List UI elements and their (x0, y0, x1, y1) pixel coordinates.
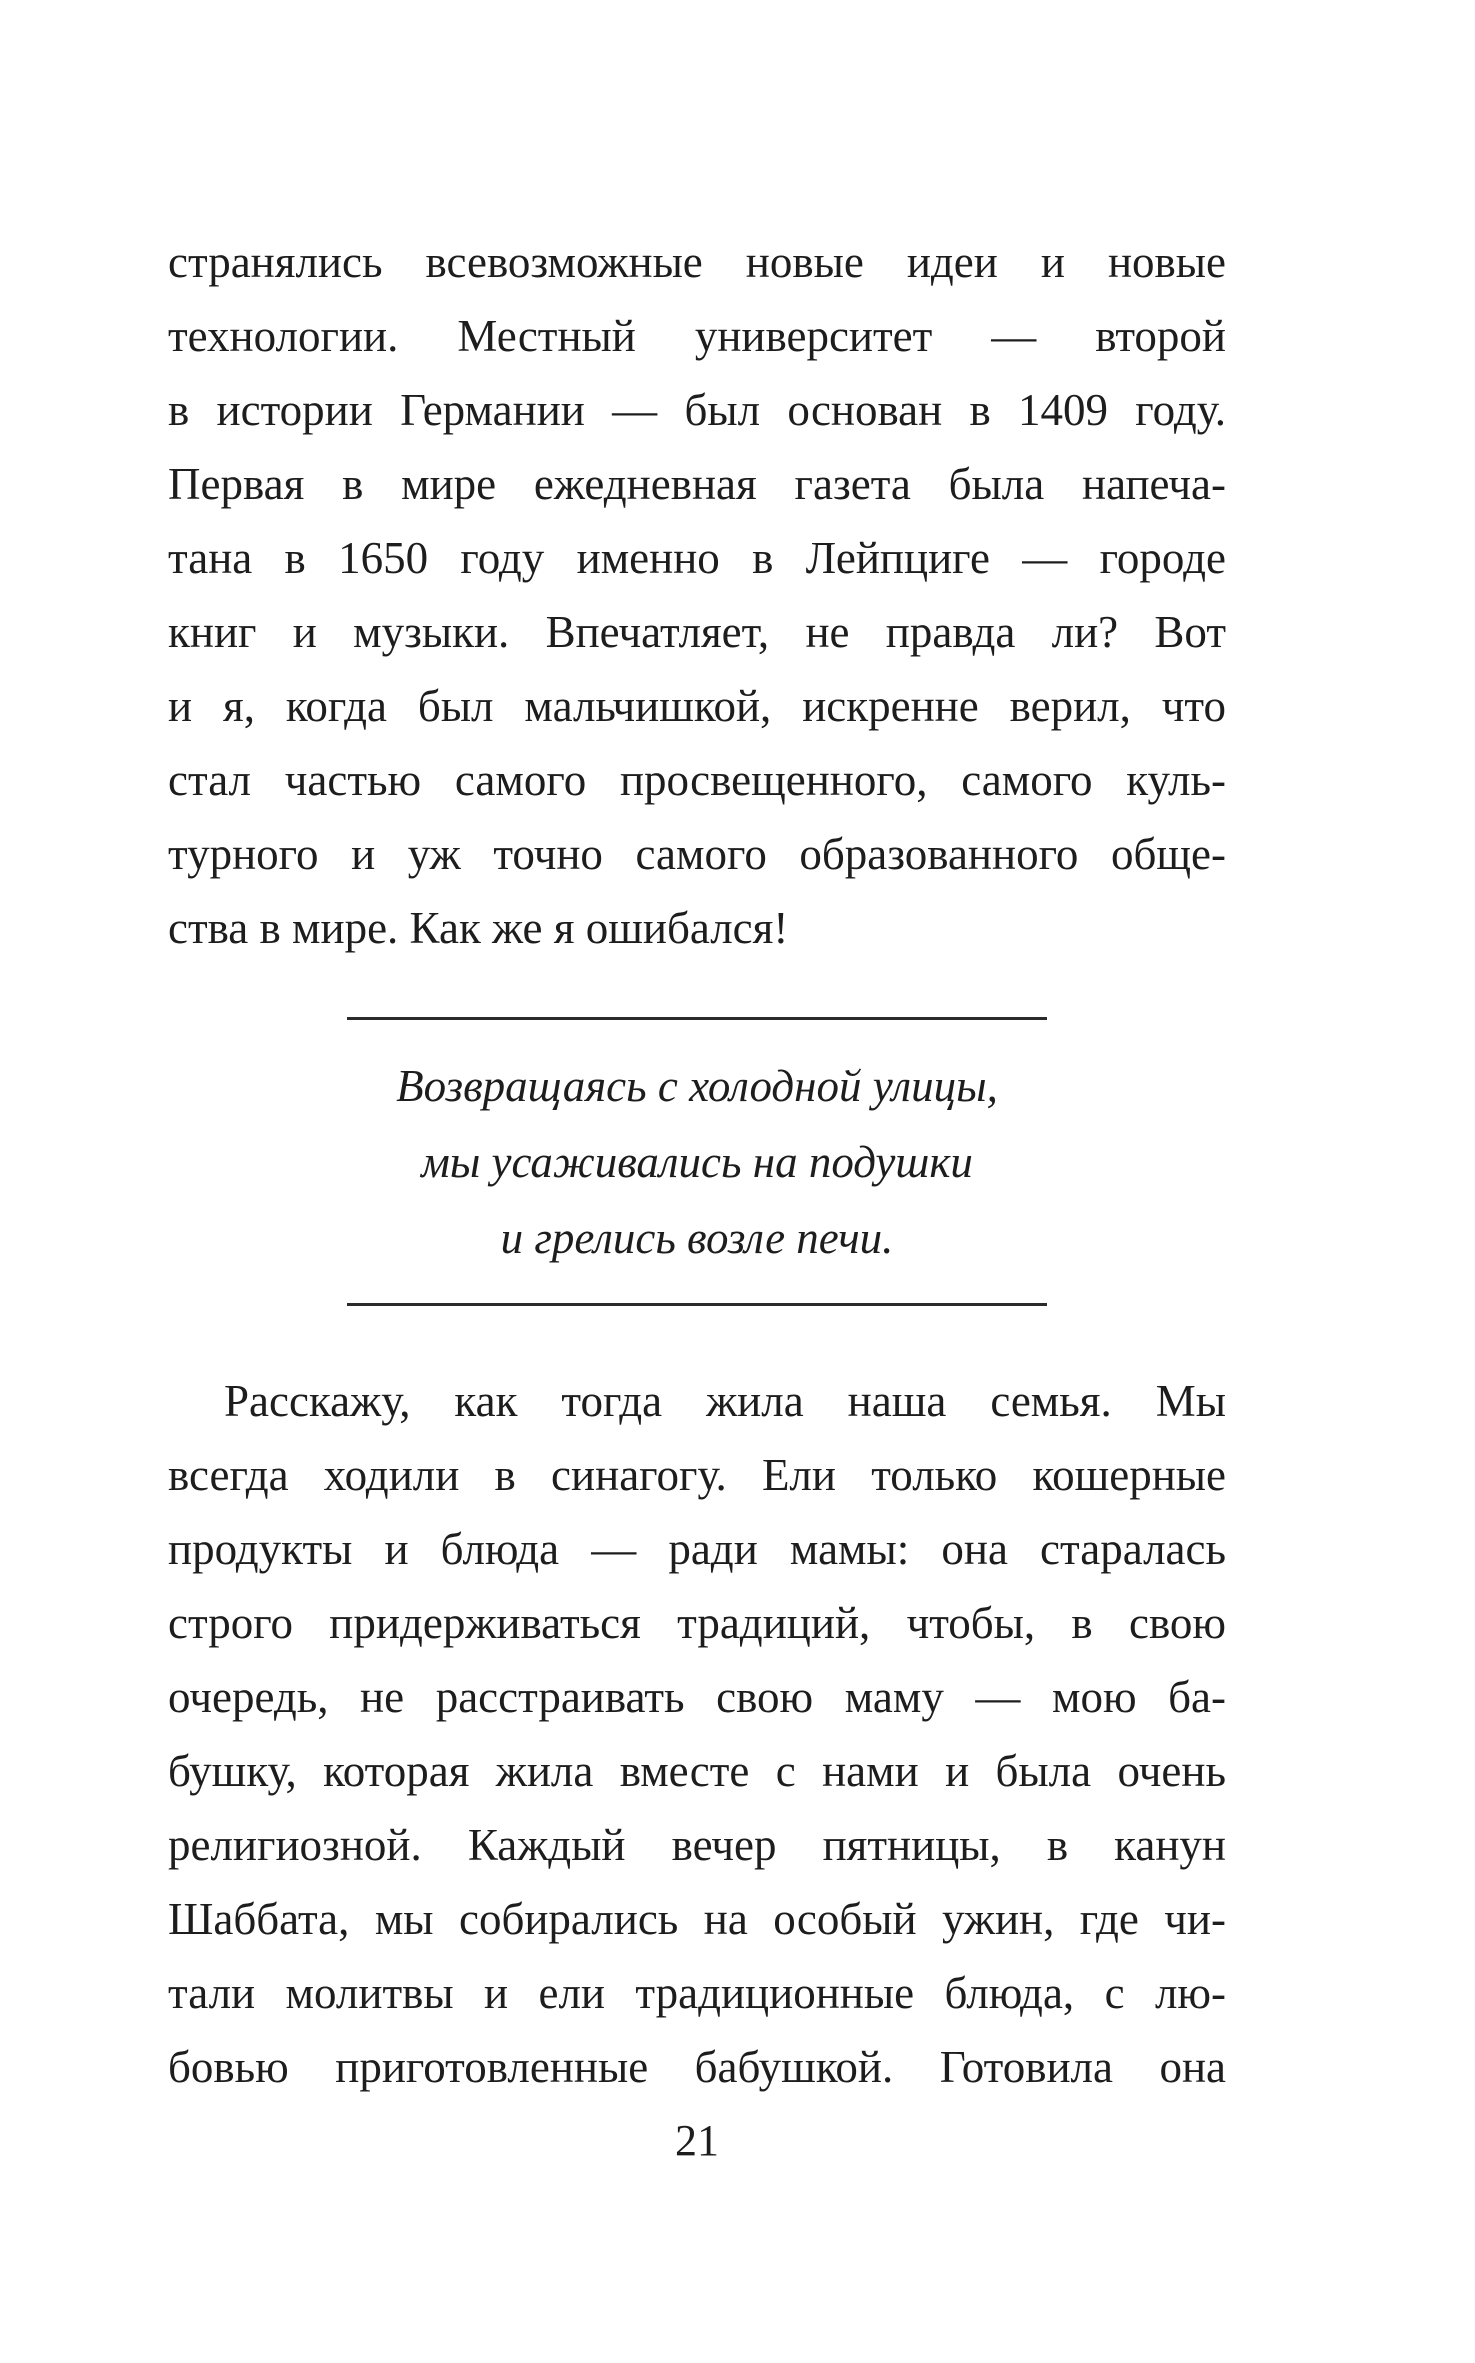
text-line: строго придерживаться традиций, чтобы, в свою (168, 1598, 1226, 1648)
pull-quote-line: Возвращаясь с холодной улицы, (396, 1061, 998, 1111)
pull-quote-divider-bottom (347, 1303, 1047, 1306)
text-line: технологии. Местный университет — второй (168, 311, 1226, 361)
pull-quote-line: мы усаживались на подушки (421, 1137, 973, 1187)
paragraph-1 (168, 225, 1226, 965)
text-line: Расскажу, как тогда жила наша семья. Мы (224, 1376, 1226, 1426)
pull-quote-divider-top (347, 1017, 1047, 1020)
text-line: тана в 1650 году именно в Лейпциге — городе (168, 533, 1226, 583)
text-line: ства в мире. Как же я ошибался! (168, 903, 789, 953)
text-line: в истории Германии — был основан в 1409 году. (168, 385, 1226, 435)
text-line: книг и музыки. Впечатляет, не правда ли? Вот (168, 607, 1226, 657)
text-line: и я, когда был мальчишкой, искренне верил, что (168, 681, 1226, 731)
text-line: очередь, не расстраивать свою маму — мою ба- (168, 1672, 1226, 1722)
text-line: бовью приготовленные бабушкой. Готовила она (168, 2042, 1226, 2092)
text-line: турного и уж точно самого образованного обще- (168, 829, 1226, 879)
pull-quote-line: и грелись возле печи. (500, 1213, 894, 1263)
paragraph-2 (168, 1364, 1226, 2104)
text-line: Первая в мире ежедневная газета была напеча- (168, 459, 1226, 509)
text-line: продукты и блюда — ради мамы: она старалась (168, 1524, 1226, 1574)
text-line: всегда ходили в синагогу. Ели только кошерные (168, 1450, 1226, 1500)
page-number: 21 (675, 2116, 719, 2165)
text-line: бушку, которая жила вместе с нами и была очень (168, 1746, 1226, 1796)
body-text (168, 225, 1226, 2166)
text-line: Шаббата, мы собирались на особый ужин, где чи- (168, 1894, 1226, 1944)
text-line: странялись всевозможные новые идеи и новые (168, 237, 1226, 287)
text-line: тали молитвы и ели традиционные блюда, с лю- (168, 1968, 1226, 2018)
pull-quote (168, 1048, 1226, 1276)
text-line: стал частью самого просвещенного, самого куль- (168, 755, 1226, 805)
text-line: религиозной. Каждый вечер пятницы, в канун (168, 1820, 1226, 1870)
